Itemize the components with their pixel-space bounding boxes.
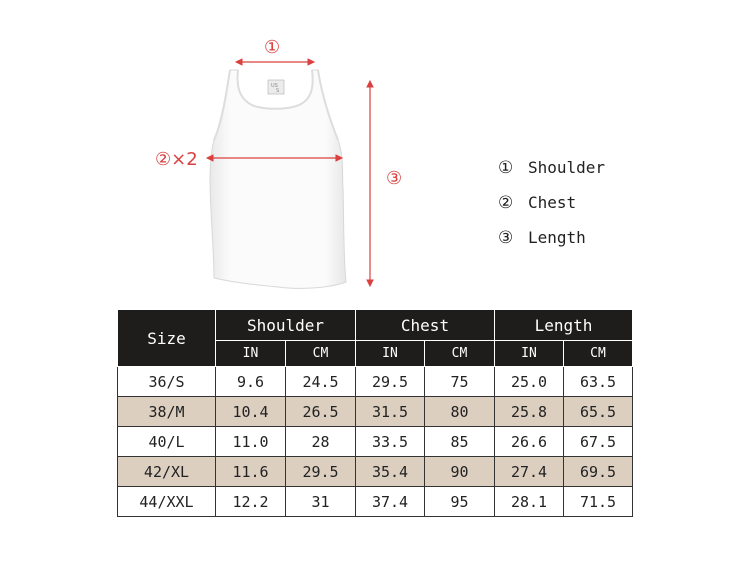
table-cell: 29.5 bbox=[286, 457, 356, 487]
unit-header: IN bbox=[216, 341, 286, 367]
table-cell: 63.5 bbox=[564, 367, 633, 397]
table-row bbox=[118, 457, 633, 487]
shoulder-group-header: Shoulder bbox=[216, 310, 356, 341]
size-cell: 38/M bbox=[118, 397, 216, 427]
table-cell: 12.2 bbox=[216, 487, 286, 517]
table-cell: 11.6 bbox=[216, 457, 286, 487]
chest-marker: ②×2 bbox=[155, 149, 198, 170]
table-cell: 26.6 bbox=[495, 427, 564, 457]
legend-item-length bbox=[498, 226, 605, 261]
table-cell: 71.5 bbox=[564, 487, 633, 517]
measurement-legend bbox=[498, 156, 605, 261]
table-cell: 85 bbox=[425, 427, 495, 457]
legend-item-chest bbox=[498, 191, 605, 226]
table-row bbox=[118, 427, 633, 457]
table-cell: 25.0 bbox=[495, 367, 564, 397]
size-cell: 36/S bbox=[118, 367, 216, 397]
legend-number: ① bbox=[498, 158, 514, 178]
table-cell: 28.1 bbox=[495, 487, 564, 517]
legend-label: Shoulder bbox=[528, 158, 606, 177]
legend-number: ③ bbox=[498, 228, 514, 248]
table-cell: 24.5 bbox=[286, 367, 356, 397]
unit-header: CM bbox=[564, 341, 633, 367]
table-cell: 29.5 bbox=[356, 367, 425, 397]
legend-number: ② bbox=[498, 193, 514, 213]
table-row bbox=[118, 397, 633, 427]
legend-item-shoulder bbox=[498, 156, 605, 191]
table-cell: 27.4 bbox=[495, 457, 564, 487]
table-cell: 10.4 bbox=[216, 397, 286, 427]
table-row bbox=[118, 367, 633, 397]
legend-label: Chest bbox=[528, 193, 577, 212]
table-cell: 28 bbox=[286, 427, 356, 457]
length-group-header: Length bbox=[495, 310, 633, 341]
legend-label: Length bbox=[528, 228, 586, 247]
unit-header: CM bbox=[425, 341, 495, 367]
table-cell: 26.5 bbox=[286, 397, 356, 427]
table-row bbox=[118, 487, 633, 517]
unit-header: IN bbox=[356, 341, 425, 367]
svg-text:US: US bbox=[271, 83, 278, 89]
table-cell: 31.5 bbox=[356, 397, 425, 427]
table-cell: 25.8 bbox=[495, 397, 564, 427]
chest-group-header: Chest bbox=[356, 310, 495, 341]
table-cell: 69.5 bbox=[564, 457, 633, 487]
svg-text:S: S bbox=[276, 88, 280, 94]
unit-header: CM bbox=[286, 341, 356, 367]
table-cell: 9.6 bbox=[216, 367, 286, 397]
table-cell: 75 bbox=[425, 367, 495, 397]
table-cell: 95 bbox=[425, 487, 495, 517]
size-cell: 42/XL bbox=[118, 457, 216, 487]
shoulder-measure-line bbox=[236, 59, 314, 65]
table-cell: 33.5 bbox=[356, 427, 425, 457]
table-cell: 90 bbox=[425, 457, 495, 487]
unit-header: IN bbox=[495, 341, 564, 367]
shoulder-marker: ① bbox=[264, 37, 281, 58]
length-marker: ③ bbox=[386, 168, 403, 189]
size-column-header: Size bbox=[118, 310, 216, 367]
length-measure-line bbox=[367, 81, 373, 286]
size-cell: 44/XXL bbox=[118, 487, 216, 517]
table-cell: 11.0 bbox=[216, 427, 286, 457]
table-cell: 31 bbox=[286, 487, 356, 517]
size-chart-table bbox=[117, 309, 633, 517]
table-cell: 80 bbox=[425, 397, 495, 427]
table-cell: 65.5 bbox=[564, 397, 633, 427]
table-cell: 35.4 bbox=[356, 457, 425, 487]
table-cell: 67.5 bbox=[564, 427, 633, 457]
size-cell: 40/L bbox=[118, 427, 216, 457]
table-cell: 37.4 bbox=[356, 487, 425, 517]
